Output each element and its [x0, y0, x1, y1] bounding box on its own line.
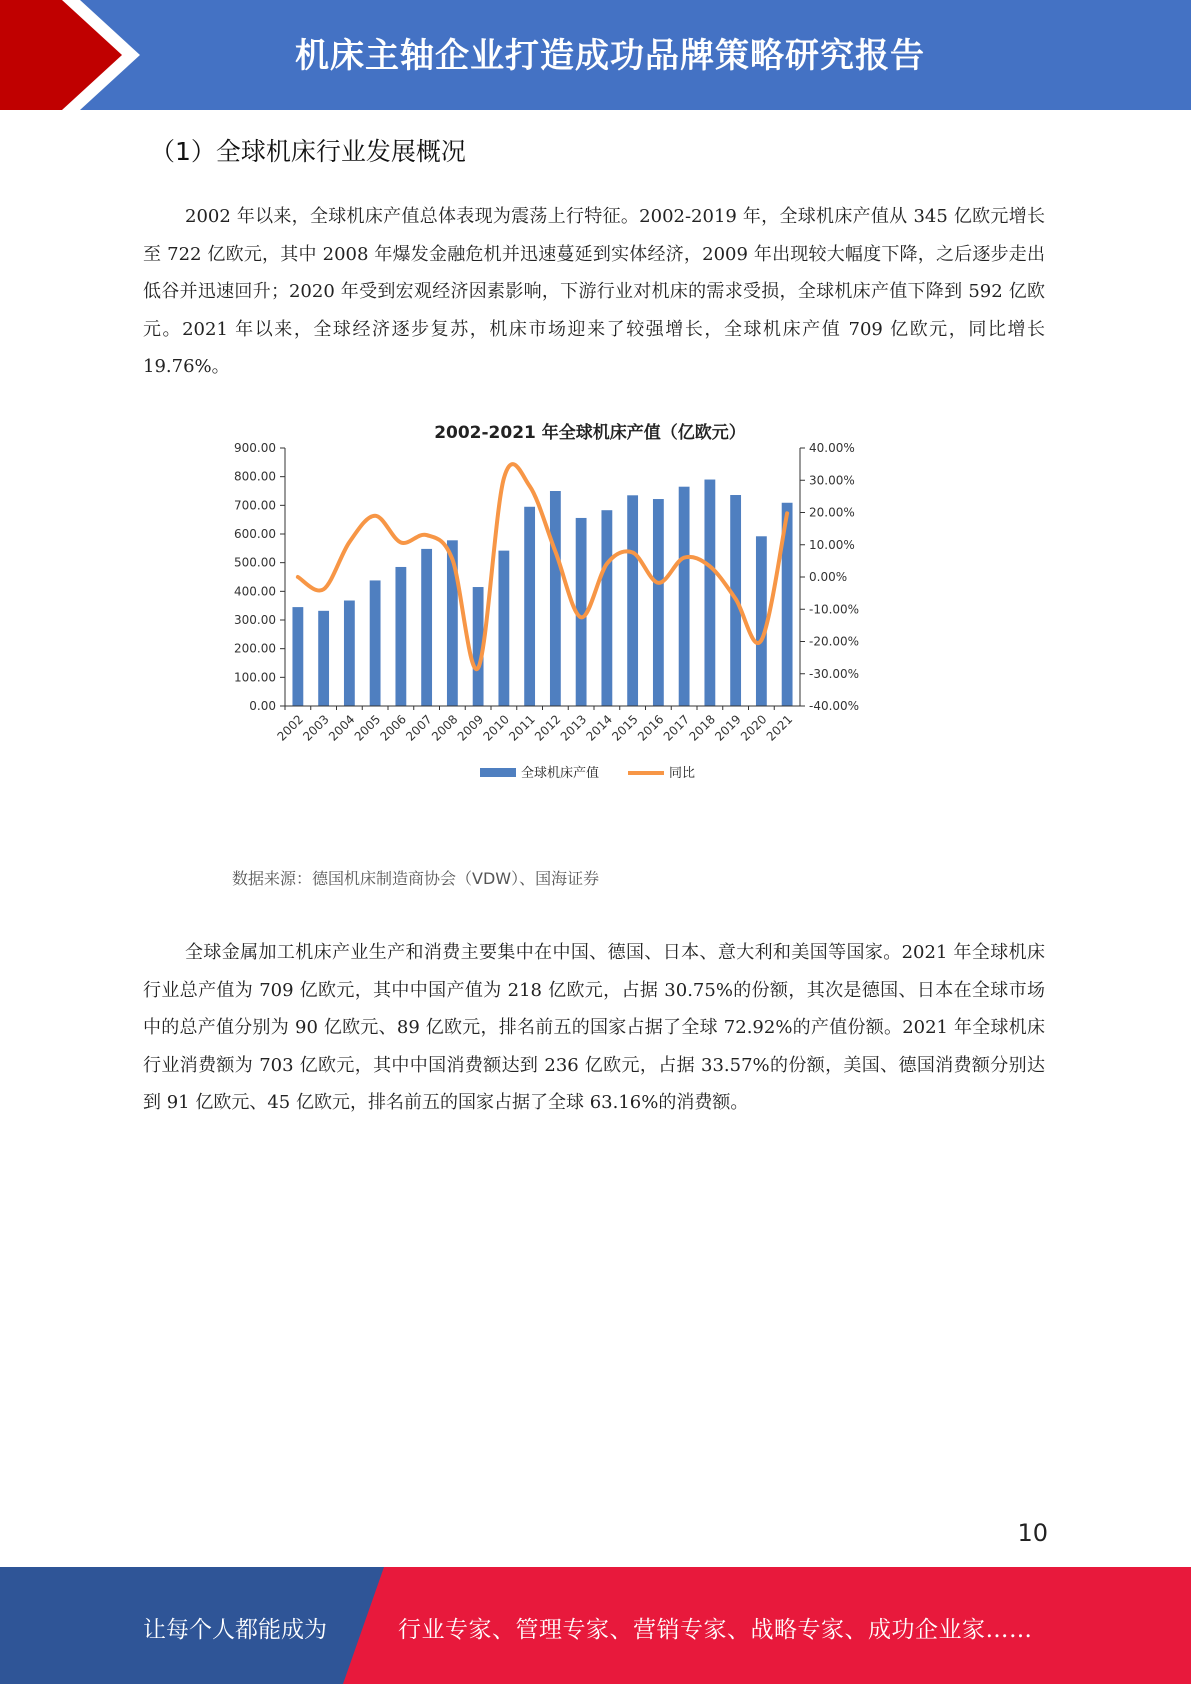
chart-title: 2002-2021 年全球机床产值（亿欧元） — [434, 423, 746, 443]
x-tick-label: 2005 — [351, 712, 384, 744]
right-tick-label: 10.00% — [809, 537, 855, 552]
right-tick-label: -20.00% — [809, 634, 860, 649]
left-tick-label: 600.00 — [234, 527, 276, 541]
bar-2003 — [318, 611, 329, 706]
bar-2004 — [344, 601, 355, 706]
x-tick-label: 2007 — [403, 712, 435, 744]
x-tick-label: 2014 — [583, 712, 615, 744]
left-tick-label: 400.00 — [234, 584, 276, 599]
x-tick-label: 2012 — [531, 712, 564, 744]
right-tick-label: 0.00% — [809, 570, 848, 584]
x-tick-label: 2018 — [686, 712, 718, 744]
x-tick-label: 2020 — [737, 712, 770, 744]
x-tick-label: 2008 — [428, 712, 461, 744]
right-tick-label: -40.00% — [809, 699, 860, 713]
x-tick-label: 2021 — [763, 712, 796, 744]
legend-line-label: 同比 — [669, 766, 696, 781]
legend-bar-label: 全球机床产值 — [521, 766, 600, 781]
bar-2010 — [498, 551, 509, 706]
right-tick-label: 40.00% — [809, 441, 855, 455]
bar-2018 — [704, 480, 715, 706]
footer-slogan-left: 让每个人都能成为 — [143, 1617, 327, 1643]
left-tick-label: 900.00 — [234, 441, 276, 455]
x-tick-label: 2009 — [454, 712, 487, 744]
paragraph-overview: 2002 年以来，全球机床产值总体表现为震荡上行特征。2002-2019 年，全球机床产值从 345 亿欧元增长至 722 亿欧元，其中 2008 年爆发金融危机并迅速蔓延到实体经济，2009 年出现较大幅度下降，之后逐步走出低谷并迅速回升；2020 年受到宏观经济因素影响，下游行业对机床的需求受损，全球机床产值下降到 592 亿欧元。2021 年以来，全球经济逐步复苏，机床市场迎来了较强增长，全球机床产值 709 亿欧元，同比增长 19.76%。 — [143, 206, 1045, 377]
left-tick-label: 700.00 — [234, 498, 276, 513]
x-tick-label: 2015 — [609, 712, 641, 744]
left-tick-label: 200.00 — [234, 641, 276, 656]
report-title: 机床主轴企业打造成功品牌策略研究报告 — [295, 36, 925, 76]
page-number: 10 — [1017, 1519, 1048, 1547]
header-red-arrow — [0, 0, 150, 110]
right-tick-label: 30.00% — [809, 473, 855, 488]
right-tick-label: 20.00% — [809, 505, 855, 520]
x-tick-label: 2011 — [506, 712, 538, 744]
footer-slogan-right: 行业专家、管理专家、营销专家、战略专家、成功企业家…… — [398, 1617, 1033, 1643]
bar-2006 — [395, 567, 406, 706]
bar-2020 — [756, 536, 767, 706]
bar-2011 — [524, 507, 535, 706]
paragraph-distribution: 全球金属加工机床产业生产和消费主要集中在中国、德国、日本、意大利和美国等国家。2021 年全球机床行业总产值为 709 亿欧元，其中中国产值为 218 亿欧元，占据 30.75%的份额，其次是德国、日本在全球市场中的总产值分别为 90 亿欧元、89 亿欧元，排名前五的国家占据了全球 72.92%的产值份额。2021 年全球机床行业消费额为 703 亿欧元，其中中国消费额达到 236 亿欧元，占据 33.57%的份额，美国、德国消费额分别达到 91 亿欧元、45 亿欧元，排名前五的国家占据了全球 63.16%的消费额。 — [143, 942, 1045, 1113]
bar-2017 — [679, 487, 690, 706]
left-tick-label: 500.00 — [234, 555, 276, 570]
left-tick-label: 0.00 — [249, 699, 276, 713]
bar-2015 — [627, 495, 638, 706]
machine-tool-output-chart — [210, 410, 970, 850]
bar-2002 — [292, 607, 303, 706]
x-tick-label: 2010 — [480, 712, 512, 744]
section-title: （1）全球机床行业发展概况 — [150, 137, 466, 166]
x-tick-label: 2013 — [557, 712, 590, 744]
bar-2014 — [601, 510, 612, 706]
bar-2007 — [421, 549, 432, 706]
legend-bar-swatch — [480, 768, 516, 777]
left-tick-label: 300.00 — [234, 613, 276, 627]
x-tick-label: 2006 — [377, 712, 409, 744]
chart-container — [210, 410, 970, 850]
right-tick-label: -10.00% — [809, 602, 860, 617]
x-tick-label: 2003 — [300, 712, 332, 744]
bar-2012 — [550, 491, 561, 706]
x-tick-label: 2019 — [712, 712, 744, 744]
left-tick-label: 800.00 — [234, 469, 276, 484]
x-tick-label: 2016 — [634, 712, 667, 744]
bar-2016 — [653, 499, 664, 706]
bar-2005 — [370, 580, 381, 706]
left-tick-label: 100.00 — [234, 670, 276, 685]
x-tick-label: 2002 — [274, 712, 306, 744]
data-source: 数据来源：德国机床制造商协会（VDW）、国海证券 — [232, 869, 600, 888]
header-bar — [0, 0, 1191, 110]
right-tick-label: -30.00% — [809, 666, 860, 681]
x-tick-label: 2004 — [325, 712, 358, 744]
x-tick-label: 2017 — [660, 712, 693, 744]
